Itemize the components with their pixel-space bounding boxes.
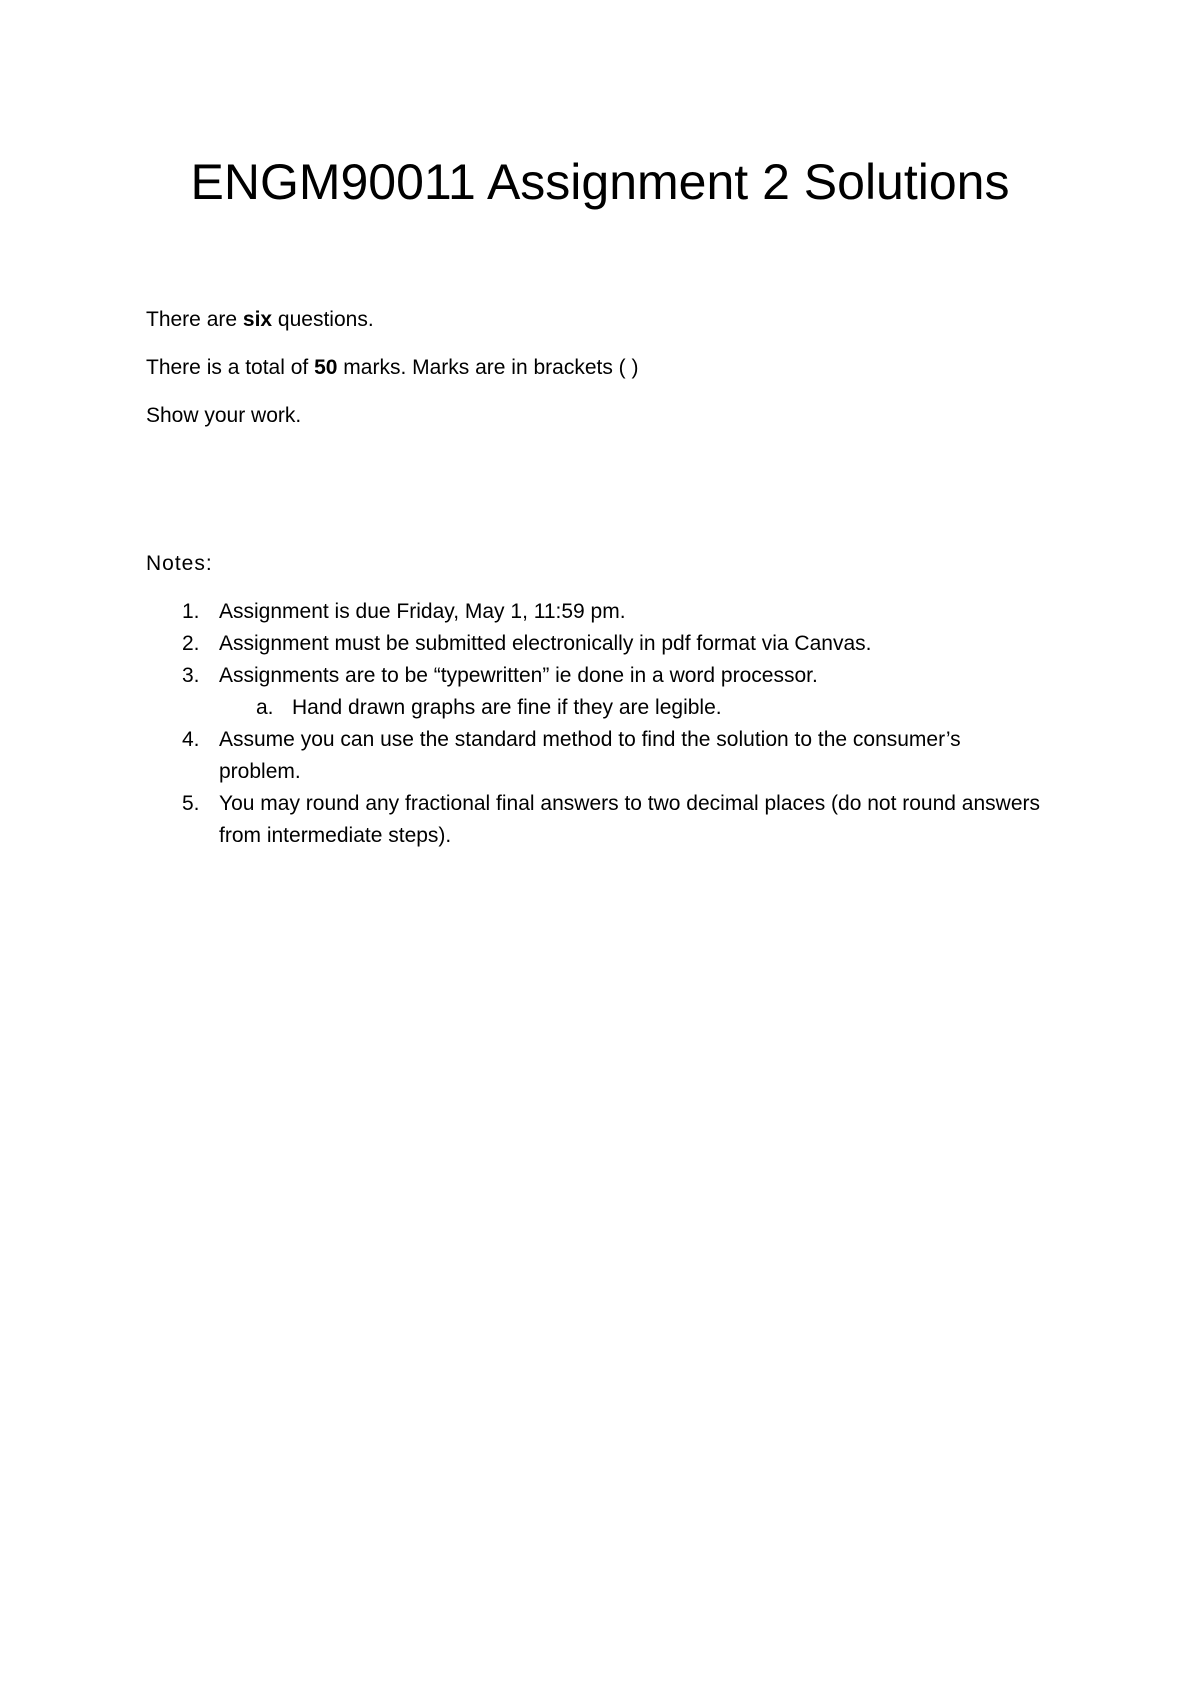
intro-line-marks-total: 50 [314,356,338,379]
intro-line-questions-pre: There are [146,308,243,331]
note-item-5-marker: 5. [182,792,200,815]
note-item-3-text: Assignments are to be “typewritten” ie done in a word processor. [219,664,818,687]
note-item-3-marker: 3. [182,664,200,687]
note-item-1 [146,596,1046,628]
note-item-2-marker: 2. [182,632,200,655]
intro-line-questions-post: questions. [272,308,374,331]
note-item-3a [146,692,1046,724]
intro-section [146,307,1086,451]
intro-line-marks [146,355,1086,381]
intro-line-marks-pre: There is a total of [146,356,315,379]
note-item-5-text: You may round any fractional final answers to two decimal places (do not round answers from intermediate steps). [219,792,1040,847]
note-item-3a-marker: a. [256,696,274,719]
note-item-1-text: Assignment is due Friday, May 1, 11:59 pm. [219,600,626,623]
note-item-1-marker: 1. [182,600,200,623]
note-item-3 [146,660,1046,692]
note-item-3a-text: Hand drawn graphs are fine if they are legible. [292,696,722,719]
note-item-5 [146,788,1046,852]
notes-heading: Notes: [146,552,213,575]
note-item-4-marker: 4. [182,728,200,751]
intro-line-questions-count: six [242,308,273,331]
intro-line-marks-post: marks. Marks are in brackets ( ) [337,356,639,379]
notes-list [146,596,1046,852]
note-item-4 [146,724,1046,788]
document-title: ENGM90011 Assignment 2 Solutions [190,154,1010,210]
intro-line-questions [146,307,1086,333]
intro-line-show-work: Show your work. [146,404,302,427]
note-item-4-text: Assume you can use the standard method to find the solution to the consumer’s problem. [219,728,961,783]
note-item-2 [146,628,1046,660]
note-item-2-text: Assignment must be submitted electronically in pdf format via Canvas. [219,632,872,655]
